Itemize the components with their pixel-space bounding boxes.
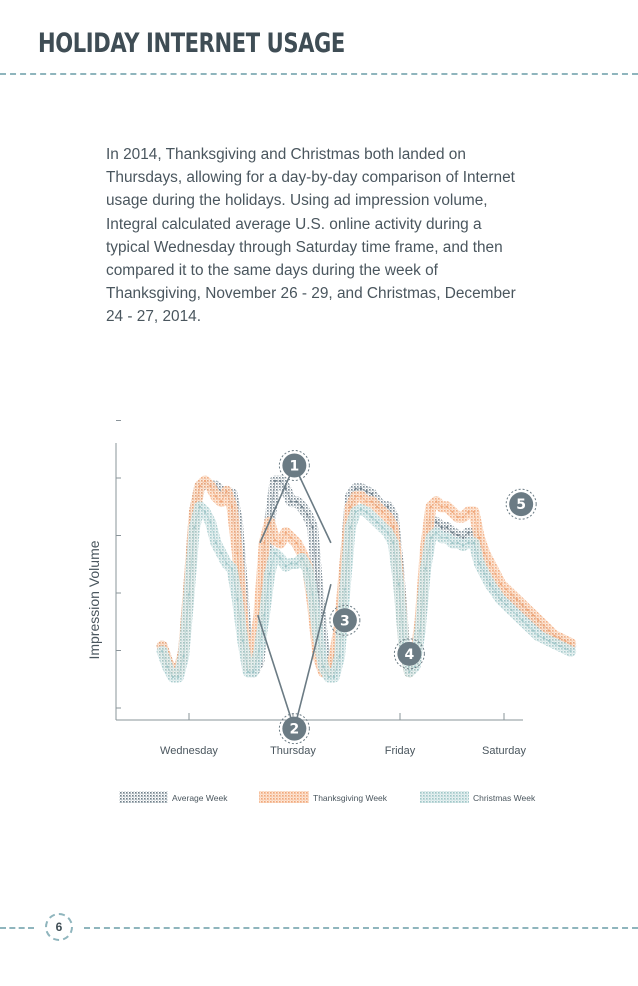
data-point-christmas-week bbox=[172, 676, 174, 678]
data-point-average-week bbox=[387, 506, 389, 508]
data-point-thanksgiving-week bbox=[295, 542, 297, 544]
data-point-christmas-week bbox=[473, 542, 475, 544]
data-point-thanksgiving-week bbox=[387, 516, 389, 518]
data-point-christmas-week bbox=[247, 671, 249, 673]
data-point-christmas-week bbox=[532, 630, 534, 632]
data-point-christmas-week bbox=[360, 508, 362, 510]
data-point-christmas-week bbox=[392, 542, 394, 544]
bottom-divider-right bbox=[84, 927, 638, 929]
data-point-christmas-week bbox=[333, 676, 335, 678]
data-point-average-week bbox=[274, 480, 276, 482]
data-point-christmas-week bbox=[344, 588, 346, 590]
data-point-christmas-week bbox=[166, 666, 168, 668]
data-point-christmas-week bbox=[290, 562, 292, 564]
data-point-average-week bbox=[279, 480, 281, 482]
data-point-average-week bbox=[306, 513, 308, 515]
data-point-thanksgiving-week bbox=[462, 516, 464, 518]
data-point-average-week bbox=[467, 532, 469, 534]
data-point-christmas-week bbox=[279, 557, 281, 559]
data-point-thanksgiving-week bbox=[231, 506, 233, 508]
data-point-thanksgiving-week bbox=[494, 573, 496, 575]
legend-swatch-christmas-week bbox=[420, 791, 469, 803]
data-point-christmas-week bbox=[441, 537, 443, 539]
data-point-christmas-week bbox=[193, 526, 195, 528]
data-point-thanksgiving-week bbox=[478, 537, 480, 539]
data-point-christmas-week bbox=[446, 537, 448, 539]
data-point-thanksgiving-week bbox=[226, 490, 228, 492]
data-point-christmas-week bbox=[570, 650, 572, 652]
data-point-christmas-week bbox=[484, 573, 486, 575]
data-point-average-week bbox=[365, 490, 367, 492]
data-point-christmas-week bbox=[430, 537, 432, 539]
data-point-christmas-week bbox=[199, 506, 201, 508]
data-point-average-week bbox=[295, 501, 297, 503]
data-point-thanksgiving-week bbox=[451, 511, 453, 513]
data-point-christmas-week bbox=[349, 526, 351, 528]
y-axis-label: Impression Volume bbox=[86, 540, 102, 660]
data-point-thanksgiving-week bbox=[220, 501, 222, 503]
data-point-christmas-week bbox=[209, 521, 211, 523]
data-point-christmas-week bbox=[527, 624, 529, 626]
data-point-christmas-week bbox=[500, 599, 502, 601]
data-point-christmas-week bbox=[521, 619, 523, 621]
data-point-christmas-week bbox=[355, 511, 357, 513]
data-point-christmas-week bbox=[435, 532, 437, 534]
data-point-christmas-week bbox=[328, 676, 330, 678]
data-point-thanksgiving-week bbox=[215, 495, 217, 497]
data-point-thanksgiving-week bbox=[441, 506, 443, 508]
data-point-thanksgiving-week bbox=[279, 542, 281, 544]
data-point-thanksgiving-week bbox=[467, 511, 469, 513]
data-point-christmas-week bbox=[242, 640, 244, 642]
data-point-average-week bbox=[451, 532, 453, 534]
data-point-christmas-week bbox=[467, 542, 469, 544]
data-point-christmas-week bbox=[312, 593, 314, 595]
data-point-thanksgiving-week bbox=[430, 506, 432, 508]
intro-paragraph: In 2014, Thanksgiving and Christmas both landed on Thursdays, allowing for a day-by-day comparison of Internet usage during the holidays. Using ad impression volume, Integral calculated average U.S. online activity during a typical Wednesday through Saturday time frame, and then compared it to the same days during the week of Thanksgiving, November 26 - 29, and Christmas, December 24 - 27, 2014. bbox=[106, 146, 516, 326]
data-point-average-week bbox=[371, 493, 373, 495]
data-point-christmas-week bbox=[258, 650, 260, 652]
data-point-thanksgiving-week bbox=[548, 630, 550, 632]
data-point-thanksgiving-week bbox=[564, 640, 566, 642]
data-point-christmas-week bbox=[494, 591, 496, 593]
legend-swatch-average-week bbox=[119, 791, 168, 803]
page-number-badge bbox=[45, 913, 73, 941]
data-point-average-week bbox=[290, 501, 292, 503]
data-point-christmas-week bbox=[215, 542, 217, 544]
data-point-thanksgiving-week bbox=[355, 495, 357, 497]
data-point-average-week bbox=[355, 488, 357, 490]
data-point-christmas-week bbox=[338, 655, 340, 657]
data-point-christmas-week bbox=[489, 583, 491, 585]
data-point-thanksgiving-week bbox=[489, 562, 491, 564]
data-point-thanksgiving-week bbox=[527, 609, 529, 611]
data-point-christmas-week bbox=[376, 521, 378, 523]
data-point-christmas-week bbox=[295, 562, 297, 564]
data-point-christmas-week bbox=[505, 604, 507, 606]
data-point-christmas-week bbox=[398, 583, 400, 585]
data-point-thanksgiving-week bbox=[521, 604, 523, 606]
data-point-thanksgiving-week bbox=[446, 506, 448, 508]
data-point-christmas-week bbox=[285, 565, 287, 567]
legend-label-thanksgiving-week: Thanksgiving Week bbox=[313, 793, 388, 803]
annotation-connector bbox=[258, 615, 295, 729]
data-point-thanksgiving-week bbox=[553, 635, 555, 637]
annotation-label: 2 bbox=[289, 721, 300, 738]
data-point-christmas-week bbox=[510, 609, 512, 611]
data-point-thanksgiving-week bbox=[290, 537, 292, 539]
data-point-christmas-week bbox=[537, 635, 539, 637]
data-point-christmas-week bbox=[478, 562, 480, 564]
data-point-christmas-week bbox=[451, 542, 453, 544]
data-point-christmas-week bbox=[408, 671, 410, 673]
data-point-christmas-week bbox=[419, 630, 421, 632]
data-point-christmas-week bbox=[553, 642, 555, 644]
data-point-average-week bbox=[360, 488, 362, 490]
x-tick-label: Saturday bbox=[481, 745, 527, 757]
data-point-christmas-week bbox=[306, 568, 308, 570]
data-point-christmas-week bbox=[548, 640, 550, 642]
data-point-christmas-week bbox=[226, 562, 228, 564]
annotation-marker-5 bbox=[506, 489, 536, 519]
data-point-christmas-week bbox=[204, 511, 206, 513]
annotation-label: 4 bbox=[404, 646, 415, 663]
data-point-christmas-week bbox=[263, 614, 265, 616]
x-tick-label: Thursday bbox=[270, 745, 316, 757]
top-divider bbox=[0, 73, 638, 75]
data-point-thanksgiving-week bbox=[543, 624, 545, 626]
data-point-thanksgiving-week bbox=[537, 619, 539, 621]
data-point-thanksgiving-week bbox=[365, 501, 367, 503]
data-point-christmas-week bbox=[365, 511, 367, 513]
data-point-thanksgiving-week bbox=[349, 506, 351, 508]
data-point-thanksgiving-week bbox=[532, 614, 534, 616]
data-point-average-week bbox=[446, 526, 448, 528]
data-point-christmas-week bbox=[236, 599, 238, 601]
x-tick-label: Friday bbox=[384, 745, 416, 757]
data-point-thanksgiving-week bbox=[435, 501, 437, 503]
data-point-thanksgiving-week bbox=[199, 485, 201, 487]
data-point-thanksgiving-week bbox=[570, 642, 572, 644]
data-point-average-week bbox=[441, 526, 443, 528]
impression-volume-chart bbox=[0, 390, 638, 830]
bottom-divider-left bbox=[0, 927, 34, 929]
data-point-thanksgiving-week bbox=[263, 542, 265, 544]
data-point-christmas-week bbox=[177, 676, 179, 678]
data-point-thanksgiving-week bbox=[236, 552, 238, 554]
data-point-average-week bbox=[301, 506, 303, 508]
data-point-christmas-week bbox=[387, 532, 389, 534]
annotation-label: 5 bbox=[516, 497, 527, 514]
data-point-thanksgiving-week bbox=[274, 539, 276, 541]
data-point-thanksgiving-week bbox=[510, 593, 512, 595]
legend-item-christmas-week bbox=[420, 791, 536, 803]
data-point-christmas-week bbox=[371, 516, 373, 518]
data-point-thanksgiving-week bbox=[285, 532, 287, 534]
data-point-average-week bbox=[462, 537, 464, 539]
annotation-label: 3 bbox=[340, 613, 350, 630]
data-point-christmas-week bbox=[424, 568, 426, 570]
data-point-christmas-week bbox=[220, 552, 222, 554]
data-point-thanksgiving-week bbox=[204, 480, 206, 482]
data-point-christmas-week bbox=[188, 593, 190, 595]
x-tick-label: Wednesday bbox=[160, 745, 218, 757]
legend-swatch-thanksgiving-week bbox=[259, 791, 309, 803]
legend-label-average-week: Average Week bbox=[172, 793, 228, 803]
data-point-thanksgiving-week bbox=[500, 583, 502, 585]
page-number: 6 bbox=[55, 920, 63, 934]
data-point-thanksgiving-week bbox=[381, 511, 383, 513]
data-point-thanksgiving-week bbox=[505, 588, 507, 590]
data-point-thanksgiving-week bbox=[371, 501, 373, 503]
data-point-christmas-week bbox=[564, 648, 566, 650]
legend-item-thanksgiving-week bbox=[259, 791, 388, 803]
data-point-thanksgiving-week bbox=[516, 599, 518, 601]
data-point-christmas-week bbox=[457, 542, 459, 544]
data-point-thanksgiving-week bbox=[457, 516, 459, 518]
data-point-thanksgiving-week bbox=[360, 495, 362, 497]
data-point-average-week bbox=[457, 534, 459, 536]
series-layer bbox=[161, 480, 572, 678]
data-point-christmas-week bbox=[183, 655, 185, 657]
data-point-christmas-week bbox=[559, 645, 561, 647]
data-point-thanksgiving-week bbox=[484, 552, 486, 554]
data-point-christmas-week bbox=[252, 671, 254, 673]
annotation-label: 1 bbox=[289, 458, 300, 475]
data-point-christmas-week bbox=[516, 614, 518, 616]
legend bbox=[119, 791, 536, 803]
data-point-christmas-week bbox=[381, 526, 383, 528]
data-point-average-week bbox=[312, 526, 314, 528]
data-point-christmas-week bbox=[543, 637, 545, 639]
data-point-thanksgiving-week bbox=[209, 485, 211, 487]
x-axis-tick-labels bbox=[160, 745, 526, 757]
data-point-christmas-week bbox=[231, 568, 233, 570]
data-point-christmas-week bbox=[274, 552, 276, 554]
data-point-christmas-week bbox=[269, 573, 271, 575]
data-point-thanksgiving-week bbox=[376, 506, 378, 508]
data-point-thanksgiving-week bbox=[392, 526, 394, 528]
page-title: HOLIDAY INTERNET USAGE bbox=[38, 28, 345, 59]
data-point-christmas-week bbox=[301, 557, 303, 559]
legend-item-average-week bbox=[119, 791, 228, 803]
data-point-christmas-week bbox=[322, 666, 324, 668]
data-point-christmas-week bbox=[462, 544, 464, 546]
data-point-christmas-week bbox=[161, 650, 163, 652]
legend-label-christmas-week: Christmas Week bbox=[473, 793, 536, 803]
data-point-average-week bbox=[435, 521, 437, 523]
data-point-thanksgiving-week bbox=[473, 511, 475, 513]
data-point-thanksgiving-week bbox=[559, 637, 561, 639]
